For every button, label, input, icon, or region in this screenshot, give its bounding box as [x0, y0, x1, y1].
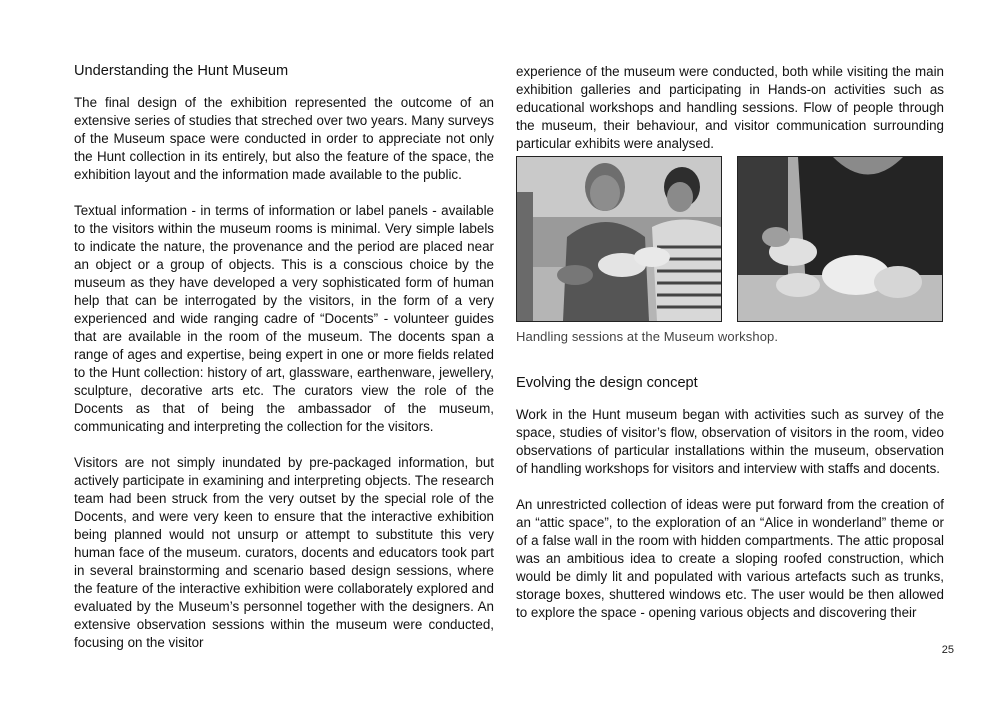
section-heading-evolving: Evolving the design concept	[516, 375, 698, 391]
workshop-photo-1	[516, 156, 722, 322]
paragraph: Textual information - in terms of information or label panels - available to the visitors within the museum rooms is minimal. Very simple labels to indicate the nature, the provenance and the period are placed near an object or a group of objects. This is a conscious choice by the museum as they have developed a very sophisticated form of human help that can be interrogated by the visitors, in the form of a very experienced and wide ranging cadre of “Docents” - volunteer guides that are available in the room of the museum. The docents span a range of ages and expertise, being expert in one or more fields related to the Hunt collection: history of art, glassware, earthenware, jewellery, sculpture, decorative arts etc. The curators view the role of the Docents as that of being the ambassador of the museum, communicating and interpreting the collection for the visitors.	[74, 203, 494, 434]
section-heading-understanding: Understanding the Hunt Museum	[74, 63, 289, 79]
paragraph: The final design of the exhibition represented the outcome of an extensive series of studies that streched over two years. Many surveys of the Museum space were conducted in order to appreciate not only the Hunt collection in its entirely, but also the feature of the space, the exhibition layout and the information made available to the public.	[74, 95, 494, 182]
paragraph: An unrestricted collection of ideas were put forward from the creation of an “attic space”, to the exploration of an “Alice in wonderland” theme or of a false wall in the room with hidden compartments. The attic proposal was an ambitious idea to create a sloping roofed construction, which would be dimly lit and populated with various artefacts such as trunks, storage boxes, shuttered windows etc. The user would be then allowed to explore the space - opening various objects and discovering their	[516, 497, 944, 620]
page-number: 25	[941, 644, 954, 656]
right-column	[516, 60, 944, 622]
paragraph: Work in the Hunt museum began with activities such as survey of the space, studies of visitor’s flow, observation of visitors in the room, video observations of particular installations within the museum, observation of handling workshops for visitors and interview with staffs and docents.	[516, 407, 944, 476]
continued-paragraph: experience of the museum were conducted, both while visiting the main exhibition galleries and participating in Hands-on activities such as educational workshops and handling sessions. Flow of people through the museum, their behaviour, and visitor communication surrounding particular exhibits were analysed.	[516, 64, 944, 151]
paragraph: Visitors are not simply inundated by pre-packaged information, but actively participate in examining and interpreting objects. The research team had been struck from the very outset by the special role of the Docents, and were very keen to ensure that the interactive exhibition being planned would not unsurp or attempt to substitute this very human face of the museum. curators, docents and educators took part in several brainstorming and scenario based design sessions, where the feature of the interactive exhibition were collaborately explored and evaluated by the Museum’s personnel together with the designers. An extensive observation sessions within the museum were conducted, focusing on the visitor	[74, 455, 494, 650]
photo-row	[516, 156, 943, 322]
photo-caption: Handling sessions at the Museum workshop.	[516, 329, 779, 344]
left-column	[74, 60, 494, 652]
workshop-photo-2	[737, 156, 943, 322]
